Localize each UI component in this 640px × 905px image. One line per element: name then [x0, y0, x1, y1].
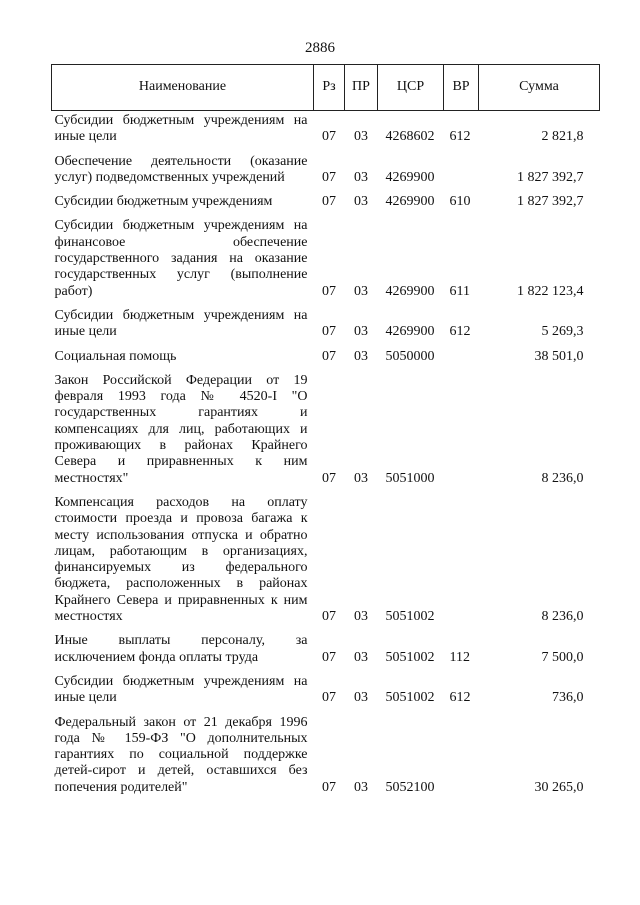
row-name: Субсидии бюджетным учреждениям	[54, 194, 273, 210]
table-header-row	[52, 65, 600, 111]
table-row	[52, 146, 600, 187]
row-sum: 7 500,0	[541, 649, 584, 665]
row-name: Субсидии бюджетным учреждениям на иные цели	[54, 307, 308, 340]
row-sum: 736,0	[552, 690, 584, 706]
table-row	[52, 365, 600, 487]
row-pr: 03	[354, 649, 368, 665]
header-rz: Рз	[314, 65, 345, 111]
table-row	[52, 487, 600, 625]
row-csr: 5051002	[385, 609, 435, 625]
row-pr: 03	[354, 194, 368, 210]
row-vr: 612	[449, 690, 471, 706]
row-pr: 03	[354, 324, 368, 340]
row-sum: 30 265,0	[534, 779, 584, 795]
table-row	[52, 707, 600, 796]
row-csr: 4269900	[385, 169, 435, 185]
row-csr: 5051002	[385, 649, 435, 665]
row-sum: 8 236,0	[541, 470, 584, 486]
row-rz: 07	[322, 283, 336, 299]
table-row	[52, 625, 600, 666]
row-rz: 07	[322, 129, 336, 145]
row-vr	[444, 487, 479, 625]
row-vr: 112	[449, 649, 470, 665]
table-row	[52, 666, 600, 707]
row-pr: 03	[354, 283, 368, 299]
page-number: 2886	[305, 40, 335, 56]
header-vr: ВР	[444, 65, 479, 111]
row-name: Субсидии бюджетным учреждениям на финансовое обеспечение государственного задания на оказание государственных услуг (выполнение работ)	[54, 218, 308, 299]
row-name: Закон Российской Федерации от 19 февраля 1993 года № 4520-I "О государственных гарантиях и компенсациях для лиц, работающих и проживающих в районах Крайнего Севера и приравненных к ним местностях"	[54, 372, 308, 486]
row-pr: 03	[354, 169, 368, 185]
row-csr: 5052100	[385, 779, 435, 795]
header-csr: ЦСР	[378, 65, 444, 111]
row-name: Социальная помощь	[54, 348, 177, 364]
row-vr: 612	[449, 324, 471, 340]
row-sum: 2 821,8	[541, 129, 584, 145]
row-rz: 07	[322, 690, 336, 706]
row-csr: 4269900	[385, 324, 435, 340]
row-rz: 07	[322, 649, 336, 665]
row-csr: 5051002	[385, 690, 435, 706]
row-vr: 612	[449, 129, 471, 145]
row-csr: 4268602	[385, 129, 435, 145]
row-rz: 07	[322, 324, 336, 340]
row-csr: 4269900	[385, 194, 435, 210]
row-pr: 03	[354, 348, 368, 364]
row-rz: 07	[322, 609, 336, 625]
row-vr: 611	[449, 283, 470, 299]
table-row	[52, 210, 600, 299]
row-name: Обеспечение деятельности (оказание услуг) подведомственных учреждений	[54, 153, 308, 185]
row-name: Субсидии бюджетным учреждениям на иные цели	[54, 673, 308, 706]
table-row	[52, 111, 600, 146]
row-pr: 03	[354, 690, 368, 706]
row-sum: 1 827 392,7	[517, 194, 584, 210]
row-sum: 1 822 123,4	[517, 283, 584, 299]
row-pr: 03	[354, 779, 368, 795]
header-sum: Сумма	[479, 65, 600, 111]
row-vr	[444, 341, 479, 365]
row-sum: 5 269,3	[541, 324, 584, 340]
row-csr: 4269900	[385, 283, 435, 299]
table-row	[52, 186, 600, 210]
header-name: Наименование	[52, 65, 314, 111]
table-row	[52, 300, 600, 341]
row-sum: 1 827 392,7	[517, 169, 584, 185]
row-rz: 07	[322, 779, 336, 795]
row-name: Федеральный закон от 21 декабря 1996 года № 159-ФЗ "О дополнительных гарантиях по социальной поддержке детей-сирот и детей, оставшихся без попечения родителей"	[54, 714, 308, 795]
row-vr	[444, 365, 479, 487]
row-name: Иные выплаты персоналу, за исключением фонда оплаты труда	[54, 633, 308, 665]
row-name: Компенсация расходов на оплату стоимости проезда и провоза багажа к месту использования отпуска и обратно лицам, работающим в организациях, финансируемых из федерального бюджета, расположенных в районах Крайнего Севера и приравненных к ним местностях	[54, 494, 308, 625]
row-pr: 03	[354, 470, 368, 486]
row-rz: 07	[322, 194, 336, 210]
row-sum: 8 236,0	[541, 609, 584, 625]
row-sum: 38 501,0	[534, 348, 584, 364]
row-pr: 03	[354, 609, 368, 625]
row-csr: 5051000	[385, 470, 435, 486]
row-rz: 07	[322, 348, 336, 364]
row-pr: 03	[354, 129, 368, 145]
row-name: Субсидии бюджетным учреждениям на иные цели	[54, 113, 308, 145]
row-rz: 07	[322, 470, 336, 486]
row-vr: 610	[449, 194, 471, 210]
row-vr	[444, 146, 479, 187]
row-vr	[444, 707, 479, 796]
table-row	[52, 341, 600, 365]
header-pr: ПР	[345, 65, 378, 111]
row-rz: 07	[322, 169, 336, 185]
budget-table	[51, 64, 600, 796]
row-csr: 5050000	[385, 348, 435, 364]
